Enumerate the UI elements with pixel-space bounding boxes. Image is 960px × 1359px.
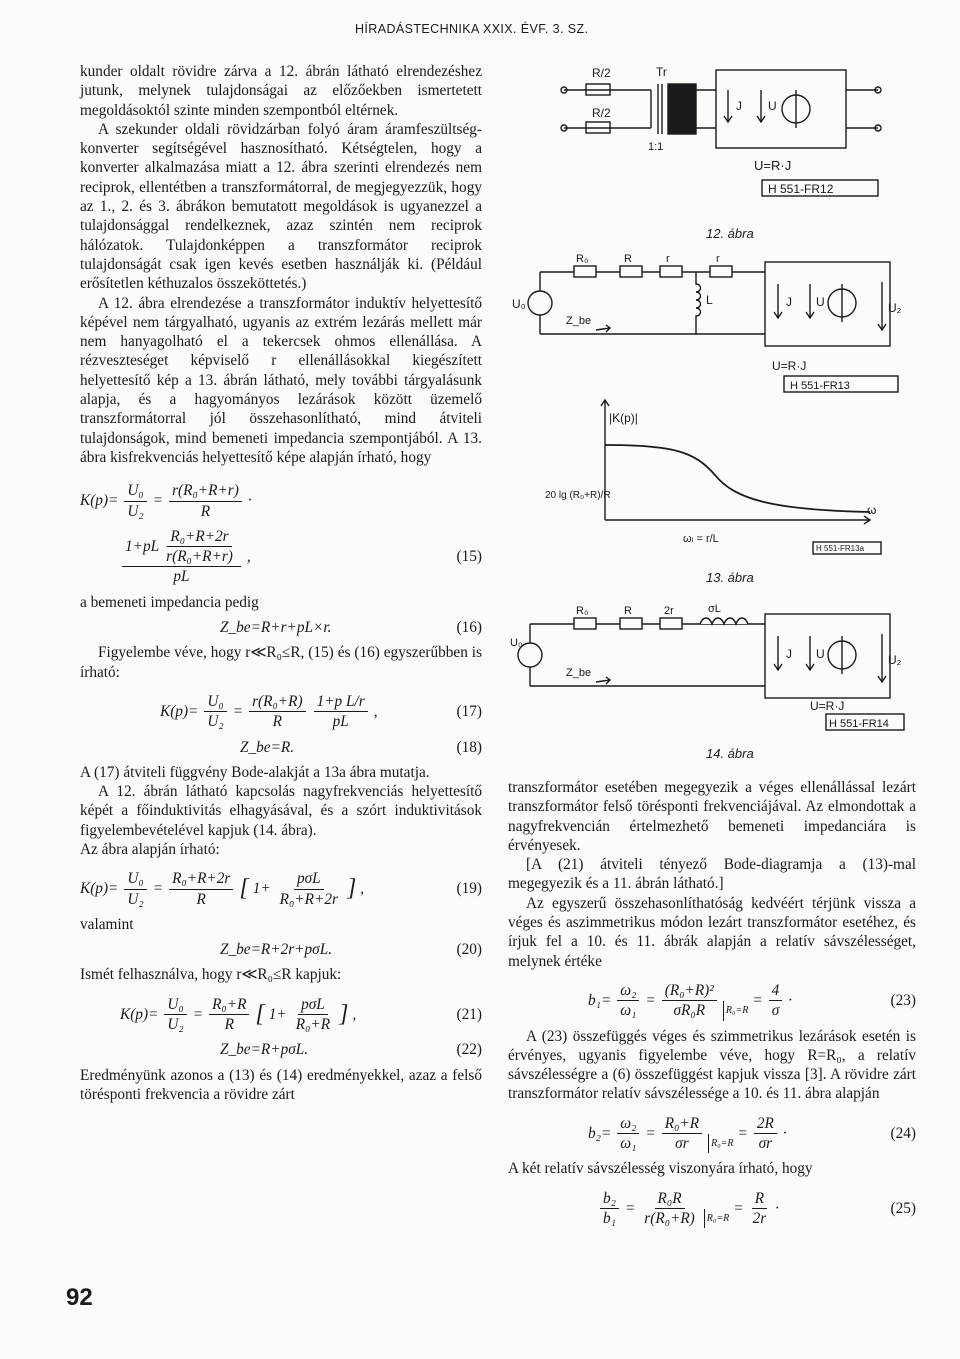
- output-voltage-label: U₂: [888, 301, 902, 315]
- bode-curve: [605, 445, 870, 512]
- figure-14-caption: 14. ábra: [706, 746, 754, 761]
- figure-12: [556, 62, 886, 222]
- r0-label: R₀: [576, 253, 589, 265]
- equation-14a: K(p)= $\frac{\text{U₀}}{\text{U₂}}$ = $\frac{\text{r(R₀+R+r)}}{R}$ ·: [80, 482, 252, 520]
- equation-19: K(p)= $\frac{\text{U₀}}{\text{U₂}}$ = $\frac{\text{R₀+R+2r}}{R}$ [ 1+ $\frac{\text{pσL}}{\text{R₀+R+2r}}$ ] , (19): [80, 870, 482, 908]
- figure-14: [510, 604, 910, 740]
- paragraph: Eredményünk azonos a (13) és (14) eredményekkel, azaz a felső törésponti frekvencia a rövidre zárt: [80, 1066, 482, 1103]
- paragraph: valamint: [80, 915, 134, 933]
- r2-label-top: R/2: [592, 66, 611, 80]
- paragraph: Ismét felhasználva, hogy r≪R₀≤R kapjuk:: [80, 966, 342, 984]
- paragraph: a bemeneti impedancia pedig: [80, 593, 259, 611]
- paragraph: A 12. ábrán látható kapcsolás nagyfrekvenciás helyettesítő képét a főinduktivitás elhagyásával, és a szórt induktivitások figyelembevételével kapjuk (14. ábra).: [80, 783, 482, 839]
- figure-tag: H 551-FR13a: [816, 544, 865, 553]
- paragraph: [A (21) átviteli tényező Bode-diagramja a (13)-mal megegyezik és a 11. ábrán látható.]: [508, 856, 916, 893]
- equation-label: U=R·J: [772, 359, 807, 373]
- x-axis-label: ω: [867, 503, 877, 517]
- equation-20: Z_be=R+2r+pσL. (20): [220, 941, 482, 959]
- corner-label: ωₗ = r/L: [683, 533, 719, 545]
- source-voltage-label: U₀: [512, 297, 526, 311]
- 2r-label: 2r: [664, 605, 674, 617]
- right-column: [508, 778, 916, 1234]
- figure-13-caption: 13. ábra: [706, 570, 754, 585]
- figure-tag: H 551-FR14: [829, 718, 889, 730]
- equation-23: b₁= $\frac{\text{ω₂}}{\text{ω₁}}$ = $\frac{\text{(R₀+R)²}}{\text{σR₀R}}$ R₀=R = $\frac{4}{\sigma}$ · (23): [588, 981, 916, 1020]
- equation-21: K(p)= $\frac{\text{U₀}}{\text{U₂}}$ = $\frac{\text{R₀+R}}{R}$ [ 1+ $\frac{\text{pσL}}{\text{R₀+R}}$ ] , (21): [120, 995, 482, 1034]
- paragraph: A (23) összefüggés véges és szimmetrikus lezárások esetén is érvényes, ugyanis figyelembe véve, hogy R=R₀, a relatív sávszélességre a (6) összefüggést kapjuk vissza [3]. A rövidre zárt transzformátor relatív sávszélessége a 10. és 11. ábra alapján: [508, 1027, 916, 1103]
- equation-18: Z_be=R. (18): [240, 738, 482, 756]
- paragraph: Az egyszerű összehasonlíthatóság kedvéért térjünk vissza a véges és aszimmetrikus módon lezárt transzformátor esetéhez, és írjuk fel a 10. és 11. ábrák alapján a relatív sávszélességet, melynek értéke: [508, 894, 916, 970]
- current-label: J: [786, 295, 792, 309]
- equation-24: b₂= $\frac{\text{ω₂}}{\text{ω₁}}$ = $\frac{\text{R₀+R}}{\sigma r}$ R₀=R = $\frac{2R}{\sigma r}$ · (24): [588, 1114, 916, 1153]
- paragraph: Az ábra alapján írható:: [80, 840, 220, 858]
- figure-tag: H 551-FR12: [768, 182, 834, 196]
- figure-12-caption: 12. ábra: [706, 226, 754, 241]
- paragraph: A 12. ábra elrendezése a transzformátor induktív helyettesítő képével nem tárgyalható, ugyanis az extrém lezárás mellett már nem hanyagolható el a tekercsek ohmos ellenállása. A rézveszteséget képviselő r ellenállásokkal kiegészített helyettesítő kép a 13. ábrán látható, mely további tárgyalásunk alapja, és a hagyományos lezárások között üzemelő transzformátorral jól összehasonlítható, mind átviteli tulajdonságok, mind bemeneti impedancia szempontjából. A 13. ábra kisfrekvenciás helyettesítő képe alapján írható, hogy: [80, 294, 482, 466]
- figure-13: [510, 252, 910, 402]
- transformer-label: Tr: [656, 65, 667, 79]
- equation-17: K(p)= $\frac{\text{U₀}}{\text{U₂}}$ = $\frac{\text{r(R₀+R)}}{R}$ $\frac{\text{1+p L/r}}{pL}$ , (17): [160, 692, 482, 731]
- figure-13a: [545, 390, 890, 560]
- equation-label: U=R·J: [810, 699, 845, 713]
- sigma-l-label: σL: [708, 604, 721, 615]
- source-voltage-label: U₀: [510, 637, 523, 649]
- level-label: 20 lg (R₀+R)/R: [545, 490, 611, 501]
- inductance-label: L: [706, 293, 713, 307]
- left-column: [80, 62, 482, 1104]
- output-voltage-label: U₂: [888, 653, 902, 667]
- r1-label: r: [666, 253, 670, 265]
- current-label: J: [786, 647, 792, 661]
- equation-22: Z_be=R+pσL. (22): [220, 1041, 482, 1059]
- voltage-label: U: [768, 99, 777, 113]
- turns-ratio-label: 1:1: [648, 141, 664, 153]
- equation-label: U=R·J: [754, 158, 792, 173]
- paragraph: kunder oldalt rövidre zárva a 12. ábrán látható elrendezéshez jutunk, melynek tulajdonságai az előzőekben ismertetett megoldásoktól szinte minden szempontból eltérnek.: [80, 63, 482, 119]
- equation-16: Z_be=R+r+pL×r. (16): [220, 619, 482, 637]
- r-label: R: [624, 605, 632, 617]
- zbe-label: Z_be: [566, 315, 592, 327]
- equation-15: 1+pL $\frac{\text{R₀+R+2r}}{\text{r(R₀+R+r)}}$ pL , (15): [80, 527, 482, 587]
- voltage-label: U: [816, 295, 825, 309]
- paragraph: A (17) átviteli függvény Bode-alakját a 13a ábra mutatja.: [80, 763, 430, 781]
- voltage-label: U: [816, 647, 825, 661]
- paragraph: transzformátor esetében megegyezik a véges ellenállással lezárt transzformátor felső törésponti frekvenciájával. Az elmondottak a nagyfrekvencián értelmezhető bemeneti impedanciára is érvényesek.: [508, 779, 916, 854]
- paragraph: A két relatív sávszélesség viszonyára írható, hogy: [508, 1160, 813, 1178]
- equation-25: $\frac{\text{b₂}}{\text{b₁}}$ = $\frac{\text{R₀R}}{\text{r(R₀+R)}}$ R₀=R = $\frac{R}{2r}$ · (25): [508, 1189, 916, 1229]
- figure-tag: H 551-FR13: [790, 380, 850, 392]
- r-label: R: [624, 253, 632, 265]
- page-number: 92: [66, 1284, 93, 1311]
- current-label: J: [736, 99, 742, 113]
- r2-label: r: [716, 253, 720, 265]
- r0-label: R₀: [576, 605, 589, 617]
- zbe-label: Z_be: [566, 667, 592, 679]
- running-header: HÍRADÁSTECHNIKA XXIX. ÉVF. 3. SZ.: [355, 22, 589, 36]
- paragraph: Figyelembe véve, hogy r≪R₀≤R, (15) és (16) egyszerűbben is írható:: [80, 644, 482, 681]
- y-axis-label: |K(p)|: [609, 411, 638, 425]
- r2-label-bottom: R/2: [592, 106, 611, 120]
- paragraph: A szekunder oldali rövidzárban folyó áram áramfeszültség-konverter segítségével hasznosítható. Kétségtelen, hogy a konverter alkalmazása miatt a 12. ábra szerinti elrendezés nem reciprok, ellentétben a transzformátorral, de megjegyezzük, hogy az 1., 2. és 3. ábrákon bemutatott megoldások is ugyanezzel a tulajdonsággal rendelkeznek, azaz szintén nem reciprok hálózatok. Tulajdonképpen a transzformátor reciprok tulajdonságát csak igen kevés esetben használják ki. (Például erősítetlen kéthuzalos összeköttetés.): [80, 120, 482, 293]
